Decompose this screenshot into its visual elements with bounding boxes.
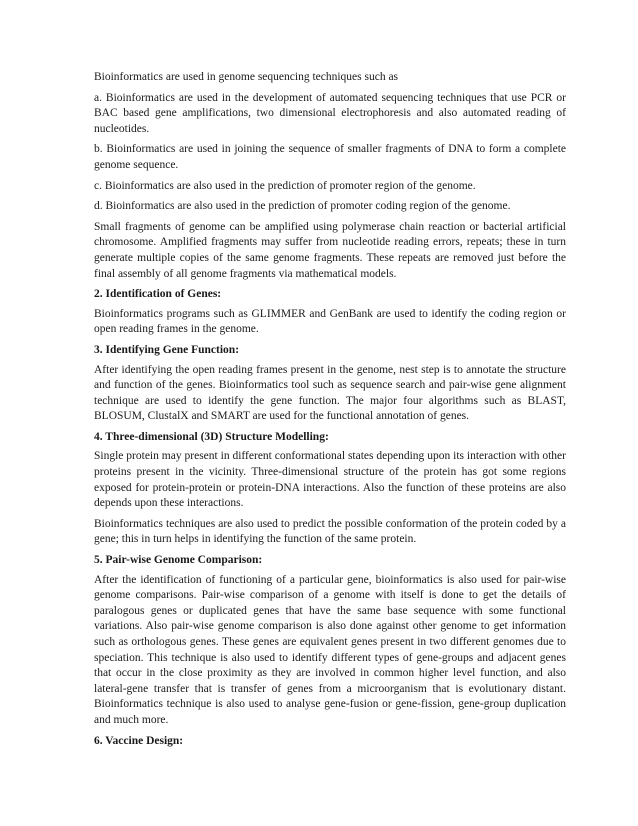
section-paragraph: Bioinformatics programs such as GLIMMER and GenBank are used to identify the coding region or open reading frames in the genome. xyxy=(94,307,566,336)
list-item-d: d. Bioinformatics are also used in the prediction of promoter coding region of the genome. xyxy=(94,200,511,213)
section-paragraph: After the identification of functioning of a particular gene, bioinformatics is also used for pair-wise genome comparisons. Pair-wise comparison of a genome with itself is done to get the details of paralogous genes or duplicated genes that have the same base sequence with some functional variations. Also pair-wise genome comparison is also done against other genome to get information such as orthologous genes. These genes are equivalent genes present in two different genomes due to speciation. This technique is also used to identify different types of gene-groups and adjacent genes that occur in the close proximity as they are involved in common higher level function, and also lateral-gene transfer that is transfer of genes from a microorganism that is evolutionary distant. Bioinformatics technique is also used to analyse gene-fusion or gene-fission, gene-group duplication and much more. xyxy=(94,573,566,726)
section-heading-identifying-gene-function: 3. Identifying Gene Function: xyxy=(94,343,240,356)
section-heading-identification-of-genes: 2. Identification of Genes: xyxy=(94,288,222,301)
document-body xyxy=(94,70,566,753)
section-heading-3d-structure-modelling: 4. Three-dimensional (3D) Structure Modelling: xyxy=(94,430,329,443)
section-heading-pair-wise-genome-comparison: 5. Pair-wise Genome Comparison: xyxy=(94,554,263,567)
section-paragraph: Single protein may present in different conformational states depending upon its interaction with other proteins present in the vicinity. Three-dimensional structure of the protein has got some regions exposed for protein-protein or protein-DNA interactions. Also the function of these proteins are also depends upon these interactions. xyxy=(94,450,566,510)
section-paragraph: After identifying the open reading frames present in the genome, nest step is to annotate the structure and function of the genes. Bioinformatics tool such as sequence search and pair-wise gene alignment technique are used to identify the gene function. The major four algorithms such as BLAST, BLOSUM, ClustalX and SMART are used for the functional annotation of genes. xyxy=(94,363,566,423)
small-fragments-paragraph: Small fragments of genome can be amplified using polymerase chain reaction or bacterial artificial chromosome. Amplified fragments may suffer from nucleotide reading errors, repeats; these in turn generate multiple copies of the same genome fragments. These repeats are removed just before the final assembly of all genome fragments via mathematical models. xyxy=(94,220,566,280)
list-item-a: a. Bioinformatics are used in the development of automated sequencing techniques that use PCR or BAC based gene amplifications, two dimensional electrophoresis and also automated reading of nucleotides. xyxy=(94,91,566,135)
section-paragraph: Bioinformatics techniques are also used to predict the possible conformation of the protein coded by a gene; this in turn helps in identifying the function of the same protein. xyxy=(94,517,566,546)
list-item-b: b. Bioinformatics are used in joining the sequence of smaller fragments of DNA to form a complete genome sequence. xyxy=(94,143,566,171)
intro-paragraph: Bioinformatics are used in genome sequencing techniques such as xyxy=(94,71,399,83)
list-item-c: c. Bioinformatics are also used in the prediction of promoter region of the genome. xyxy=(94,179,476,192)
section-heading-vaccine-design: 6. Vaccine Design: xyxy=(94,734,184,747)
